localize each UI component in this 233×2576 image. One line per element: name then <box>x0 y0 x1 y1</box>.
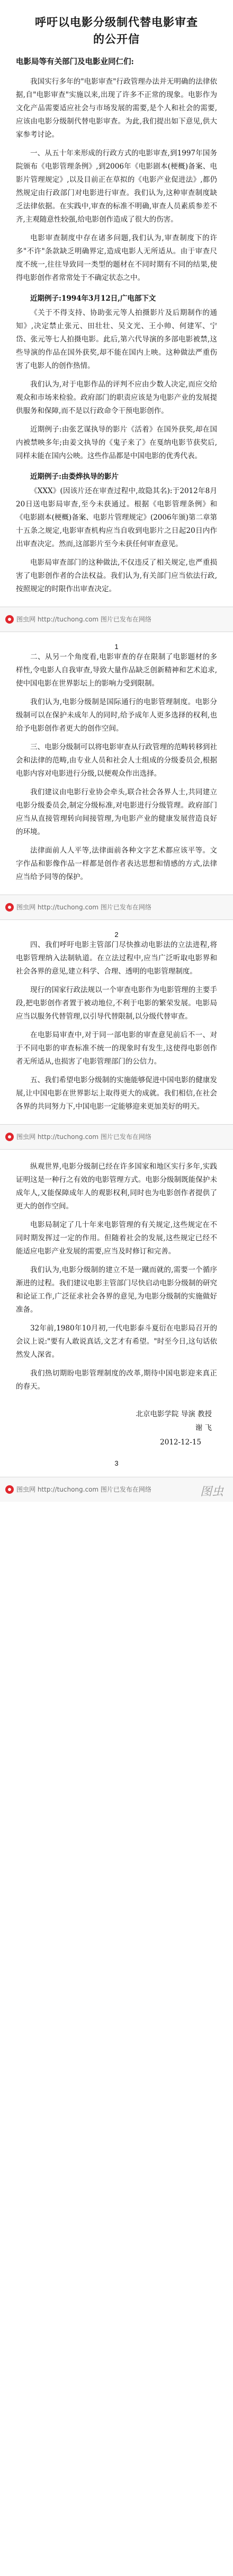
salutation: 电影局等有关部门及电影业同仁们: <box>16 57 134 66</box>
signature-block <box>16 1407 217 1435</box>
paragraph: 32年前,1980年10月初,一代电影泰斗夏衍在电影局召开的会议上说:"要有人敢说真话,文艺才有希望。"时至今日,这句话依然发人深省。 <box>16 1324 217 1359</box>
title-line-2: 的公开信 <box>93 32 140 46</box>
paragraph: 五、我们希望电影分级制的实施能够促进中国电影的健康发展,让中国电影在世界影坛上取得更大的成就。我们相信,在社会各界的共同努力下,中国电影一定能够迎来更加美好的明天。 <box>16 1076 217 1111</box>
page-footer-band <box>0 1124 233 1150</box>
camera-icon <box>5 1133 14 1141</box>
paragraph: 三、电影分级制可以将电影审查从行政管理的范畴转移到社会和法律的范畴,由专业人员和社会人士组成的分级委员会,根据电影内容对电影进行分级,以便观众作出选择。 <box>16 743 217 778</box>
signature-date: 2012-12-15 <box>160 1438 201 1447</box>
document-title <box>16 14 217 48</box>
paragraph: 我国实行多年的"电影审查"行政管理办法并无明确的法律依据,自"电影审查"实施以来,出现了许多不正常的现象。电影作为文化产品需要适应社会与市场发展的需要,是个人和社会的需要,应该由电影分级制代替电影审查。为此,我们提出如下意见,供大家参考讨论。 <box>16 77 217 139</box>
watermark-text: 图虫网 http://tuchong.com 图片已发布在网络 <box>16 616 151 623</box>
signer-title: 北京电影学院 导演 教授 <box>136 1410 212 1418</box>
paragraph: 法律面前人人平等,法律面前各种文字艺术都应该平等。文字作品和影像作品一样都是创作者表达思想和情感的方式,法律应当给予同等的保护。 <box>16 846 217 881</box>
example-heading: 近期例子:由娄烨执导的影片 <box>30 472 119 481</box>
camera-icon <box>5 903 14 912</box>
paragraph: 纵观世界,电影分级制已经在许多国家和地区实行多年,实践证明这是一种行之有效的电影管理方式。电影分级制既能保护未成年人,又能保障成年人的观影权利,同时也为电影创作者提供了更大的创作空间。 <box>16 1162 217 1211</box>
paragraph: 在电影局审查中,对于同一部电影的审查意见前后不一、对于不同电影的审查标准不统一的现象时有发生,这使得电影创作者无所适从,也损害了电影管理部门的公信力。 <box>16 1031 217 1066</box>
page-number: 2 <box>114 931 119 939</box>
watermark-text: 图虫网 http://tuchong.com 图片已发布在网络 <box>16 1486 151 1493</box>
paragraph: 四、我们呼吁电影主管部门尽快推动电影法的立法进程,将电影管理纳入法制轨道。在立法过程中,应当广泛听取电影界和社会各界的意见,建立科学、合理、透明的电影管理制度。 <box>16 941 217 976</box>
paragraph: 我们热切期盼电影管理制度的改革,期待中国电影迎来真正的春天。 <box>16 1369 217 1391</box>
watermark-text: 图虫网 http://tuchong.com 图片已发布在网络 <box>16 1133 151 1141</box>
paragraph: 电影局审查部门的这种做法,不仅违反了相关规定,也严重损害了电影创作者的合法权益。我们认为,有关部门应当依法行政,按照规定的时限作出审查决定。 <box>16 558 217 593</box>
watermark <box>5 1132 151 1141</box>
watermark <box>5 903 151 912</box>
paragraph: 我们认为,电影分级制是国际通行的电影管理制度。电影分级制可以在保护未成年人的同时,给予成年人更多选择的权利,也给予电影创作者更大的创作空间。 <box>16 698 217 733</box>
paragraph: 我们建议由电影行业协会牵头,联合社会各界人士,共同建立电影分级委员会,制定分级标准,对电影进行分级管理。政府部门应当从直接管理转向间接管理,为电影产业的健康发展营造良好的环境。 <box>16 788 217 836</box>
watermark <box>5 1485 151 1494</box>
paragraph: 《关于不得支持、协助张元等人拍摄影片及后期制作的通知》,决定禁止张元、田壮壮、吴文光、王小帅、何建军、宁岱、张元等七人拍摄电影。此后,第六代导演的多部电影被禁,这些导演的作品在国外获奖,却不能在国内上映。这种做法严重伤害了电影人的创作热情。 <box>16 309 217 370</box>
paragraph: 电影局制定了几十年来电影管理的有关规定,这些规定在不同时期发挥过一定的作用。但随着社会的发展,这些规定已经不能适应电影产业发展的需要,应当及时修订和完善。 <box>16 1221 217 1256</box>
paragraph: 一、从五十年来形成的行政方式的电影审查,到1997年国务院颁布《电影管理条例》,到2006年《电影剧本(梗概)备案、电影片管理规定》,以及目前正在草拟的《电影产业促进法》,都仍然规定由行政部门对电影进行审查。我们认为,这种审查制度缺乏法律依据。在实践中,审查的标准不明确,审查人员素质参差不齐,主观随意性较强,给电影创作造成了很大的伤害。 <box>16 149 217 224</box>
page-number: 1 <box>114 643 119 651</box>
watermark-text: 图虫网 http://tuchong.com 图片已发布在网络 <box>16 904 151 911</box>
paragraph: 我们认为,电影分级制的建立不是一蹴而就的,需要一个循序渐进的过程。我们建议电影主管部门尽快启动电影分级制的研究和论证工作,广泛征求社会各界的意见,为电影分级制的实施做好准备。 <box>16 1266 217 1314</box>
paragraph: 电影审查制度中存在诸多问题,我们认为,审查制度下的许多"不许"条款缺乏明确界定,造成电影人无所适从。由于审查尺度不统一,往往导致同一类型的题材在不同时期有不同的结果,使得电影创作者常常处于不确定状态之中。 <box>16 234 217 282</box>
paragraph: 我们认为,对于电影作品的评判不应由少数人决定,而应交给观众和市场来检验。政府部门的职责应该是为电影产业的发展提供服务和保障,而不是以行政命令干预电影创作。 <box>16 380 217 415</box>
page-number: 3 <box>114 1459 119 1467</box>
paragraph: 二、从另一个角度看,电影审查的存在限制了电影题材的多样性,令电影人自我审查,导致大量作品缺乏创新精神和艺术追求,使中国电影在世界影坛上的影响力受到限制。 <box>16 653 217 688</box>
corner-logo: 图虫 <box>200 1485 223 1499</box>
page-footer-band <box>0 607 233 632</box>
example-heading: 近期例子:1994年3月12日,广电部下文 <box>30 294 156 303</box>
signer-name: 谢 飞 <box>195 1424 212 1432</box>
page-footer-band <box>0 895 233 920</box>
title-line-1: 呼吁以电影分级制代替电影审查 <box>35 15 198 29</box>
paragraph: 《XXX》(因该片还在审查过程中,故隐其名):于2012年8月20日送电影局审查,至今未获通过。根据《电影管理条例》和《电影剧本(梗概)备案、电影片管理规定》(2006年颁)第二章第十五条之规定,电影审查机构应当自收到电影片之日起20日内作出审查决定。然而,这部影片至今未获任何审查意见。 <box>16 487 217 548</box>
paragraph: 近期例子:由张艺谋执导的影片《活着》在国外获奖,却在国内被禁映多年;由姜文执导的《鬼子来了》在戛纳电影节获奖后,同样未能在国内公映。这些作品都是中国电影的优秀代表。 <box>16 425 217 460</box>
paragraph: 现行的国家行政法规以一个审查电影作为电影管理的主要手段,把电影创作者置于被动地位,不利于电影的繁荣发展。电影局应当以服务代替管理,以引导代替限制,以分级代替审查。 <box>16 986 217 1021</box>
camera-icon <box>5 1485 14 1494</box>
page-footer-band <box>0 1477 233 1502</box>
watermark <box>5 615 151 624</box>
camera-icon <box>5 615 14 624</box>
